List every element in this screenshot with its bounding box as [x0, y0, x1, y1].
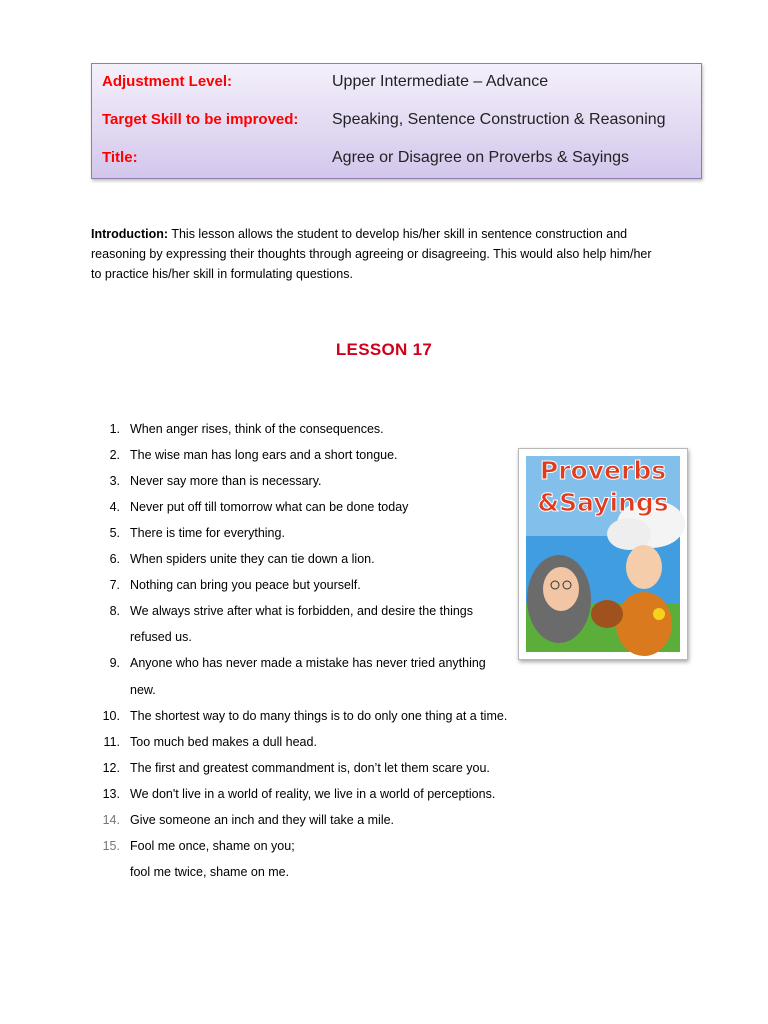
dress-right [616, 592, 672, 656]
lesson-title: LESSON 17 [335, 340, 433, 359]
proverb-text: Never put off till tomorrow what can be done today [130, 500, 409, 514]
proverb-number: 8. [109, 604, 120, 618]
introduction-text-2: reasoning by expressing their thoughts through agreeing or disagreeing. This would also help him/her [91, 247, 652, 261]
target-skill-value: Speaking, Sentence Construction & Reasoning [332, 111, 666, 128]
proverb-number: 4. [109, 500, 120, 514]
target-skill-label: Target Skill to be improved: [102, 111, 299, 128]
face-left [543, 567, 579, 611]
cover-title-line2: &Sayings [537, 488, 669, 517]
proverb-number: 14. [102, 813, 120, 827]
lesson-info-box [91, 63, 702, 179]
proverb-number: 12. [102, 761, 120, 775]
proverb-text: The first and greatest commandment is, don’t let them scare you. [130, 761, 490, 775]
proverb-number: 10. [102, 709, 120, 723]
proverbs-book-cover-image [518, 448, 688, 660]
proverb-text: Fool me once, shame on you; [130, 839, 295, 853]
proverb-number: 9. [109, 656, 120, 670]
adjustment-level-value: Upper Intermediate – Advance [332, 73, 549, 90]
old-woman-right-icon [626, 545, 662, 589]
proverb-number: 15. [102, 839, 120, 853]
title-value: Agree or Disagree on Proverbs & Sayings [332, 149, 630, 166]
proverb-text: When spiders unite they can tie down a lion. [130, 552, 375, 566]
proverb-text: The wise man has long ears and a short tongue. [130, 448, 398, 462]
introduction-text-3: to practice his/her skill in formulating questions. [91, 267, 353, 281]
proverb-continuation: fool me twice, shame on me. [130, 865, 290, 879]
proverb-text: We don't live in a world of reality, we live in a world of perceptions. [130, 787, 496, 801]
introduction-label: Introduction: [91, 227, 169, 241]
proverb-text: Give someone an inch and they will take a mile. [130, 813, 395, 827]
proverb-number: 5. [109, 526, 120, 540]
proverb-text: We always strive after what is forbidden, and desire the things [130, 604, 473, 618]
proverb-text: When anger rises, think of the consequences. [130, 422, 384, 436]
proverb-number: 11. [103, 735, 120, 749]
proverb-text: The shortest way to do many things is to do only one thing at a time. [130, 709, 508, 723]
bird-icon [653, 608, 665, 620]
cover-title-line1: Proverbs [539, 456, 667, 485]
book-cover-illustration [519, 449, 687, 659]
dog-icon [591, 600, 623, 628]
proverb-number: 2. [109, 448, 120, 462]
proverb-text: Anyone who has never made a mistake has never tried anything [130, 656, 486, 670]
target-skill-row [92, 111, 701, 135]
adjustment-level-label: Adjustment Level: [102, 73, 233, 90]
proverb-number: 7. [109, 578, 120, 592]
proverb-number: 6. [109, 552, 120, 566]
proverb-text: Nothing can bring you peace but yourself. [130, 578, 361, 592]
proverb-text: Never say more than is necessary. [130, 474, 322, 488]
proverb-continuation: refused us. [130, 630, 192, 644]
proverb-text: Too much bed makes a dull head. [130, 735, 317, 749]
proverb-number: 1. [109, 422, 120, 436]
proverb-continuation: new. [130, 683, 156, 697]
introduction-text-1: This lesson allows the student to develop his/her skill in sentence construction and [168, 227, 628, 241]
proverb-number: 13. [102, 787, 120, 801]
introduction-paragraph [91, 224, 681, 284]
proverb-text: There is time for everything. [130, 526, 285, 540]
title-label: Title: [102, 149, 138, 166]
proverb-number: 3. [109, 474, 120, 488]
title-row [92, 149, 701, 173]
adjustment-level-row [92, 73, 701, 97]
